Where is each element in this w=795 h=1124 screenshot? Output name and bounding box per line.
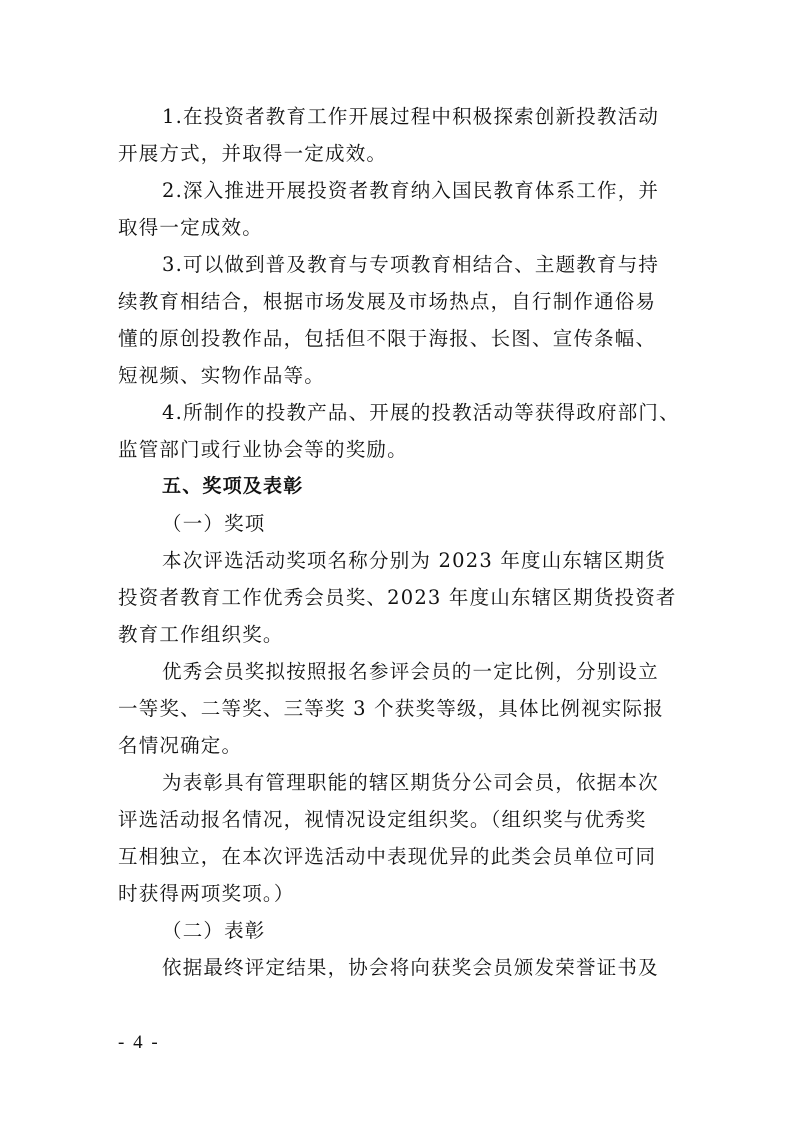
- text-line: 一等奖、二等奖、三等奖 3 个获奖等级，具体比例视实际报: [118, 697, 664, 720]
- text-line: 名情况确定。: [118, 734, 243, 757]
- paragraph-commendation: [118, 949, 678, 986]
- text-line: 监管部门或行业协会等的奖励。: [118, 438, 408, 461]
- subheading-text: （二）表彰: [162, 919, 266, 942]
- text-line: 评选活动报名情况，视情况设定组织奖。（组织奖与优秀奖: [118, 808, 647, 831]
- paragraph-criterion-3: [118, 246, 678, 394]
- text-line: 懂的原创投教作品，包括但不限于海报、长图、宣传条幅、: [118, 327, 657, 350]
- paragraph-organization-award: [118, 764, 678, 912]
- paragraph-criterion-1: [118, 98, 678, 172]
- subheading-awards: [118, 505, 678, 542]
- paragraph-criterion-2: [118, 172, 678, 246]
- text-line: 为表彰具有管理职能的辖区期货分公司会员，依据本次: [162, 771, 659, 794]
- paragraph-excellent-member-award: [118, 653, 678, 764]
- text-line: 续教育相结合，根据市场发展及市场热点，自行制作通俗易: [118, 290, 657, 313]
- paragraph-criterion-4: [118, 394, 678, 468]
- text-line: 3.可以做到普及教育与专项教育相结合、主题教育与持: [162, 253, 660, 276]
- text-line: 时获得两项奖项。）: [118, 882, 295, 905]
- text-line: 1.在投资者教育工作开展过程中积极探索创新投教活动: [162, 105, 660, 128]
- text-line: 开展方式，并取得一定成效。: [118, 142, 388, 165]
- page-number: - 4 -: [118, 1032, 160, 1053]
- paragraph-award-names: [118, 542, 678, 653]
- text-line: 2.深入推进开展投资者教育纳入国民教育体系工作，并: [162, 179, 660, 202]
- text-line: 优秀会员奖拟按照报名参评会员的一定比例，分别设立: [162, 660, 659, 683]
- text-line: 短视频、实物作品等。: [118, 364, 326, 387]
- heading-text: 五、奖项及表彰: [162, 475, 304, 497]
- text-line: 取得一定成效。: [118, 216, 263, 239]
- text-line: 4.所制作的投教产品、开展的投教活动等获得政府部门、: [162, 401, 680, 424]
- text-line: 互相独立，在本次评选活动中表现优异的此类会员单位可同: [118, 845, 657, 868]
- subheading-text: （一）奖项: [162, 512, 266, 535]
- section-heading-awards: [118, 468, 678, 505]
- text-line: 投资者教育工作优秀会员奖、2023 年度山东辖区期货投资者: [118, 586, 677, 609]
- text-line: 本次评选活动奖项名称分别为 2023 年度山东辖区期货: [162, 549, 666, 572]
- text-line: 依据最终评定结果，协会将向获奖会员颁发荣誉证书及: [162, 956, 659, 979]
- subheading-commendation: [118, 912, 678, 949]
- text-line: 教育工作组织奖。: [118, 623, 284, 646]
